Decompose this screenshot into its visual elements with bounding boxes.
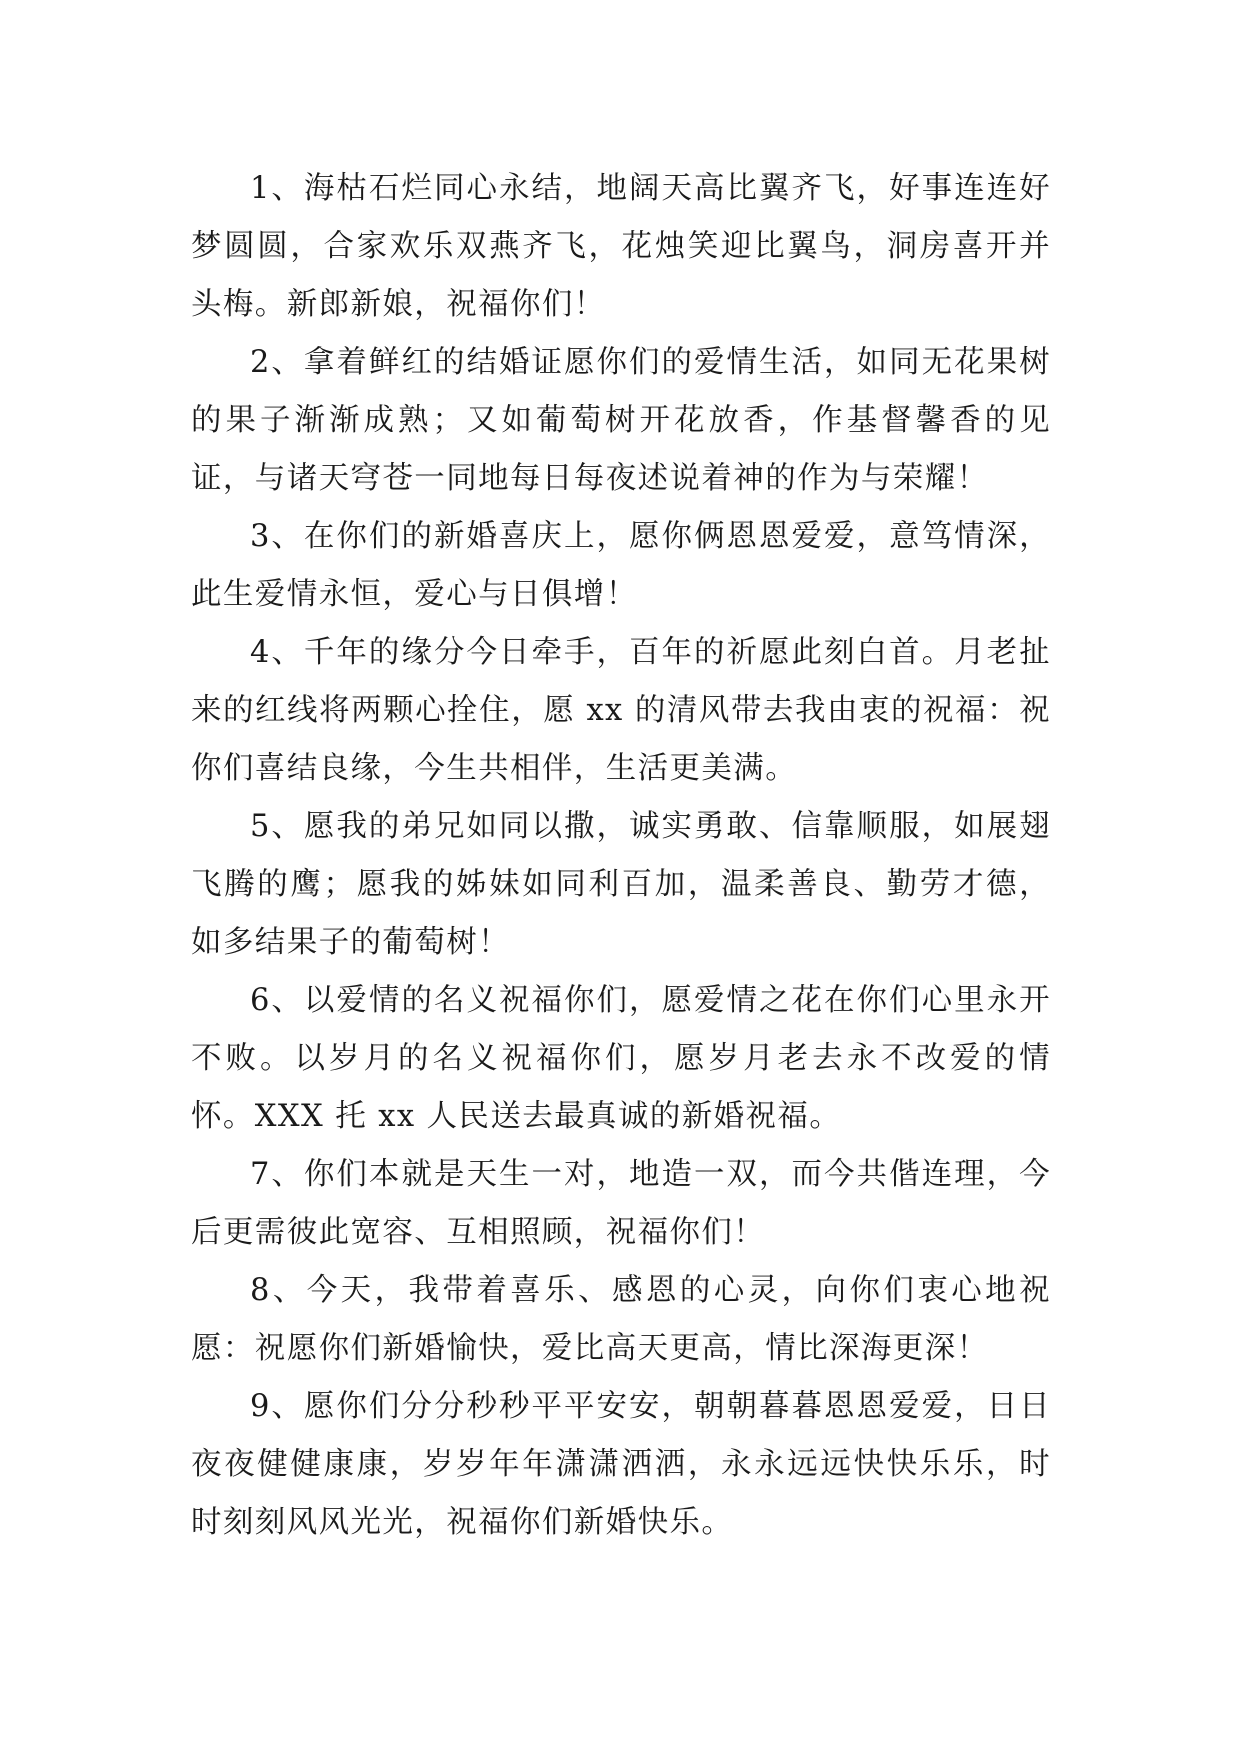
paragraph-1: 1、海枯石烂同心永结，地阔天高比翼齐飞，好事连连好梦圆圆，合家欢乐双燕齐飞，花烛笑迎比翼鸟，洞房喜开并头梅。新郎新娘，祝福你们！ [191, 171, 1051, 322]
paragraph-8: 8、今天，我带着喜乐、感恩的心灵，向你们衷心地祝愿：祝愿你们新婚愉快，爱比高天更高，情比深海更深！ [191, 1273, 1051, 1366]
paragraph-9: 9、愿你们分分秒秒平平安安，朝朝暮暮恩恩爱爱，日日夜夜健健康康，岁岁年年潇潇洒洒，永永远远快快乐乐，时时刻刻风风光光，祝福你们新婚快乐。 [191, 1389, 1051, 1540]
paragraph-4: 4、千年的缘分今日牵手，百年的祈愿此刻白首。月老扯来的红线将两颗心拴住，愿 xx 的清风带去我由衷的祝福：祝你们喜结良缘，今生共相伴，生活更美满。 [191, 635, 1051, 786]
paragraph-5: 5、愿我的弟兄如同以撒，诚实勇敢、信靠顺服，如展翅飞腾的鹰；愿我的姊妹如同利百加，温柔善良、勤劳才德，如多结果子的葡萄树！ [191, 809, 1051, 960]
paragraph-3: 3、在你们的新婚喜庆上，愿你俩恩恩爱爱，意笃情深，此生爱情永恒，爱心与日俱增！ [191, 519, 1051, 612]
document-body [191, 160, 1051, 1552]
paragraph-7: 7、你们本就是天生一对，地造一双，而今共偕连理，今后更需彼此宽容、互相照顾，祝福你们！ [191, 1157, 1051, 1250]
paragraph-6: 6、以爱情的名义祝福你们，愿爱情之花在你们心里永开不败。以岁月的名义祝福你们，愿岁月老去永不改爱的情怀。XXX 托 xx 人民送去最真诚的新婚祝福。 [191, 983, 1051, 1134]
paragraph-2: 2、拿着鲜红的结婚证愿你们的爱情生活，如同无花果树的果子渐渐成熟；又如葡萄树开花放香，作基督馨香的见证，与诸天穹苍一同地每日每夜述说着神的作为与荣耀！ [191, 345, 1051, 496]
